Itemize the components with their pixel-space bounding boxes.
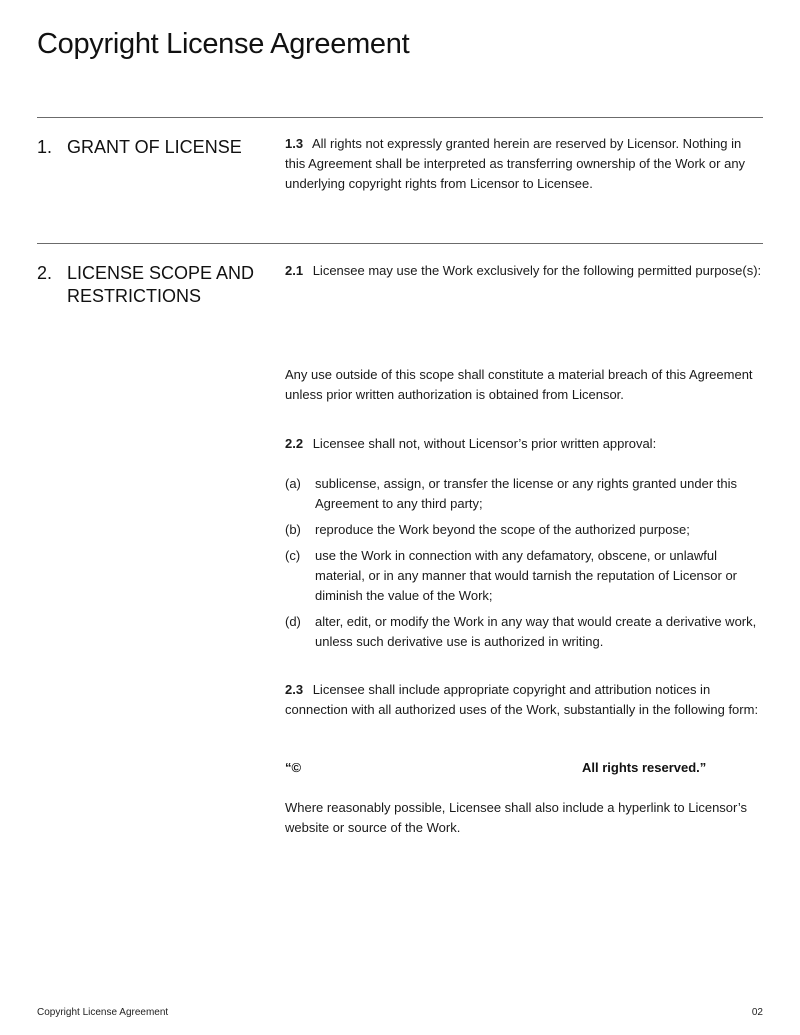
list-item-mark: (b) xyxy=(285,522,301,537)
clause-2-1 xyxy=(285,261,763,281)
section-2-title: LICENSE SCOPE AND RESTRICTIONS xyxy=(67,263,255,306)
notice-open: “© xyxy=(285,760,302,775)
list-item-mark: (c) xyxy=(285,548,301,563)
list-item xyxy=(285,612,763,652)
list-item-mark: (a) xyxy=(285,476,301,491)
list-item xyxy=(285,474,763,514)
section-2-number: 2. xyxy=(37,263,53,283)
list-item-text: reproduce the Work beyond the scope of the authorized purpose; xyxy=(315,522,690,537)
clause-1-3-number: 1.3 xyxy=(285,136,304,151)
clause-2-1-text: Licensee may use the Work exclusively for the following permitted purpose(s): xyxy=(312,263,762,278)
document-title: Copyright License Agreement xyxy=(37,28,410,60)
clause-2-1-followup xyxy=(285,365,763,405)
clause-2-3-followup-text: Where reasonably possible, Licensee shall also include a hyperlink to Licensor’s website or source of the Work. xyxy=(285,800,748,835)
clause-2-2 xyxy=(285,434,763,454)
clause-1-3 xyxy=(285,134,763,194)
restriction-list xyxy=(285,474,763,652)
section-2-heading xyxy=(37,262,257,308)
section-1-number: 1. xyxy=(37,137,53,157)
clause-2-2-number: 2.2 xyxy=(285,436,304,451)
page-number: 02 xyxy=(751,1007,763,1018)
clause-2-3-text: Licensee shall include appropriate copyright and attribution notices in connection with all authorized uses of the Work, substantially in the following form: xyxy=(285,682,759,717)
footer-title: Copyright License Agreement xyxy=(37,1007,169,1018)
section-1-title: GRANT OF LICENSE xyxy=(67,137,242,157)
section-1-body xyxy=(285,134,763,194)
list-item-text: alter, edit, or modify the Work in any way that would create a derivative work, unless such derivative use is authorized in writing. xyxy=(315,614,757,649)
notice-close: All rights reserved.” xyxy=(582,760,707,775)
clause-1-3-text: All rights not expressly granted herein are reserved by Licensor. Nothing in this Agreement shall be interpreted as transferring ownership of the Work or any underlying copyright rights from Licensor to Licensee. xyxy=(285,136,746,191)
list-item-text: sublicense, assign, or transfer the license or any rights granted under this Agreement to any third party; xyxy=(315,476,738,511)
list-item xyxy=(285,546,763,606)
list-item-text: use the Work in connection with any defamatory, obscene, or unlawful material, or in any manner that would tarnish the reputation of Licensor or diminish the value of the Work; xyxy=(315,548,738,603)
clause-2-1-followup-text: Any use outside of this scope shall constitute a material breach of this Agreement unless prior written authorization is obtained from Licensor. xyxy=(285,367,753,402)
section-divider xyxy=(37,243,763,244)
list-item xyxy=(285,520,763,540)
clause-2-3-followup xyxy=(285,798,763,838)
clause-2-3 xyxy=(285,680,763,720)
list-item-mark: (d) xyxy=(285,614,301,629)
clause-2-2-text: Licensee shall not, without Licensor’s prior written approval: xyxy=(312,436,657,451)
section-divider xyxy=(37,117,763,118)
clause-2-3-number: 2.3 xyxy=(285,682,304,697)
clause-2-1-number: 2.1 xyxy=(285,263,304,278)
section-1-heading xyxy=(37,136,257,159)
